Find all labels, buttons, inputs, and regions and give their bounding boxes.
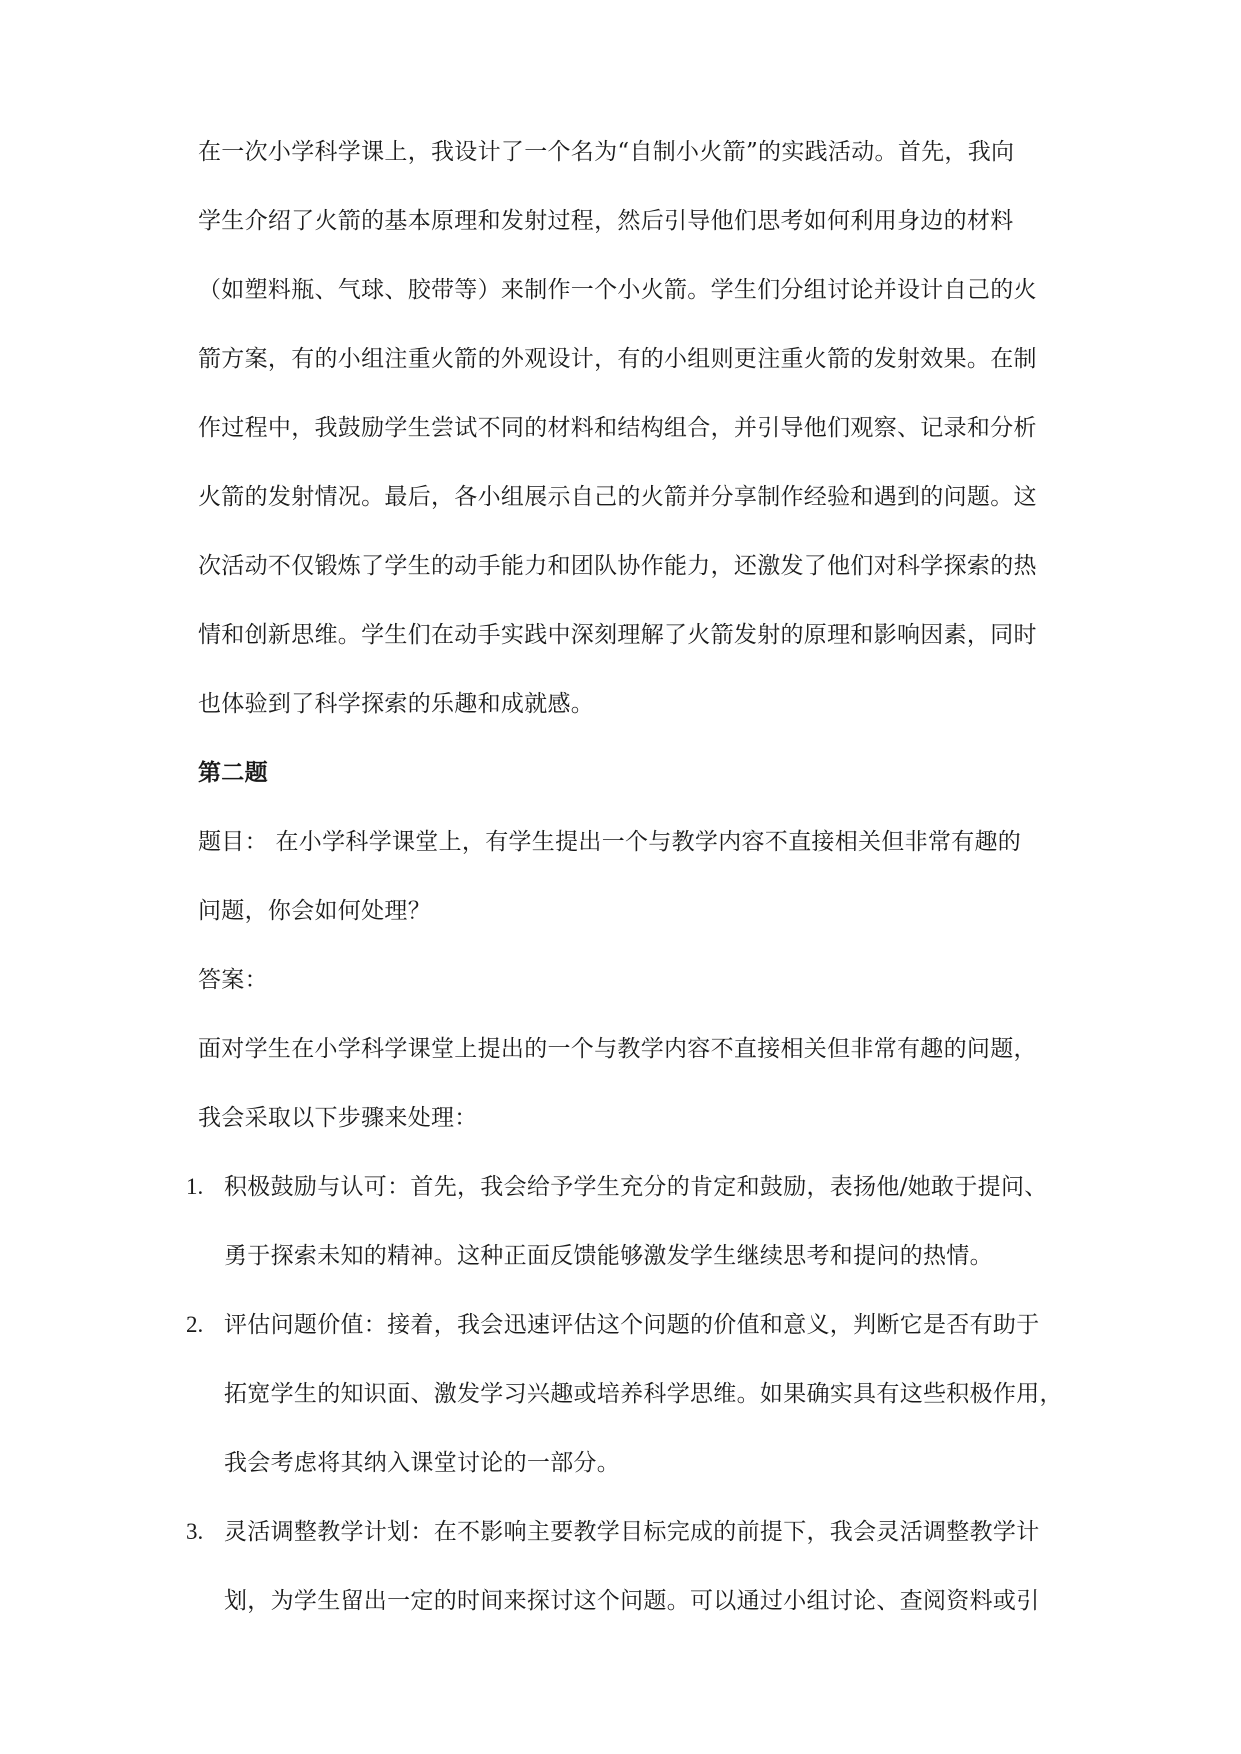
question-line: 题目： 在小学科学课堂上，有学生提出一个与教学内容不直接相关但非常有趣的 — [198, 829, 1022, 855]
answer-label: 答案： — [198, 967, 268, 993]
intro-line: 我会采取以下步骤来处理： — [198, 1105, 478, 1131]
list-item-line: 评估问题价值：接着，我会迅速评估这个问题的价值和意义，判断它是否有助于 — [224, 1312, 1040, 1338]
paragraph-line: 火箭的发射情况。最后，各小组展示自己的火箭并分享制作经验和遇到的问题。这 — [198, 484, 1037, 510]
list-item-line: 拓宽学生的知识面、激发学习兴趣或培养科学思维。如果确实具有这些积极作用， — [224, 1381, 1063, 1407]
question-line: 问题，你会如何处理？ — [198, 898, 431, 924]
list-item-number: 3. — [186, 1519, 204, 1544]
paragraph-line: 作过程中，我鼓励学生尝试不同的材料和结构组合，并引导他们观察、记录和分析 — [198, 415, 1037, 441]
paragraph-line: 学生介绍了火箭的基本原理和发射过程，然后引导他们思考如何利用身边的材料 — [198, 208, 1014, 234]
section-heading: 第二题 — [198, 759, 268, 786]
paragraph-line: 情和创新思维。学生们在动手实践中深刻理解了火箭发射的原理和影响因素，同时 — [198, 622, 1037, 648]
paragraph-line: （如塑料瓶、气球、胶带等）来制作一个小火箭。学生们分组讨论并设计自己的火 — [198, 277, 1037, 303]
list-item-line: 积极鼓励与认可：首先，我会给予学生充分的肯定和鼓励，表扬他/她敢于提问、 — [224, 1174, 1048, 1200]
paragraph-line: 也体验到了科学探索的乐趣和成就感。 — [198, 691, 595, 717]
intro-line: 面对学生在小学科学课堂上提出的一个与教学内容不直接相关但非常有趣的问题， — [198, 1036, 1037, 1062]
list-item-number: 2. — [186, 1312, 204, 1337]
list-item-line: 勇于探索未知的精神。这种正面反馈能够激发学生继续思考和提问的热情。 — [224, 1243, 993, 1269]
paragraph-line: 次活动不仅锻炼了学生的动手能力和团队协作能力，还激发了他们对科学探索的热 — [198, 553, 1037, 579]
list-item-line: 我会考虑将其纳入课堂讨论的一部分。 — [224, 1450, 621, 1476]
paragraph-line: 在一次小学科学课上，我设计了一个名为“自制小火箭”的实践活动。首先，我向 — [198, 139, 1015, 165]
list-item-line: 划，为学生留出一定的时间来探讨这个问题。可以通过小组讨论、查阅资料或引 — [224, 1588, 1040, 1614]
list-item-number: 1. — [186, 1174, 204, 1199]
paragraph-line: 箭方案，有的小组注重火箭的外观设计，有的小组则更注重火箭的发射效果。在制 — [198, 346, 1037, 372]
list-item-line: 灵活调整教学计划：在不影响主要教学目标完成的前提下，我会灵活调整教学计 — [224, 1519, 1040, 1545]
